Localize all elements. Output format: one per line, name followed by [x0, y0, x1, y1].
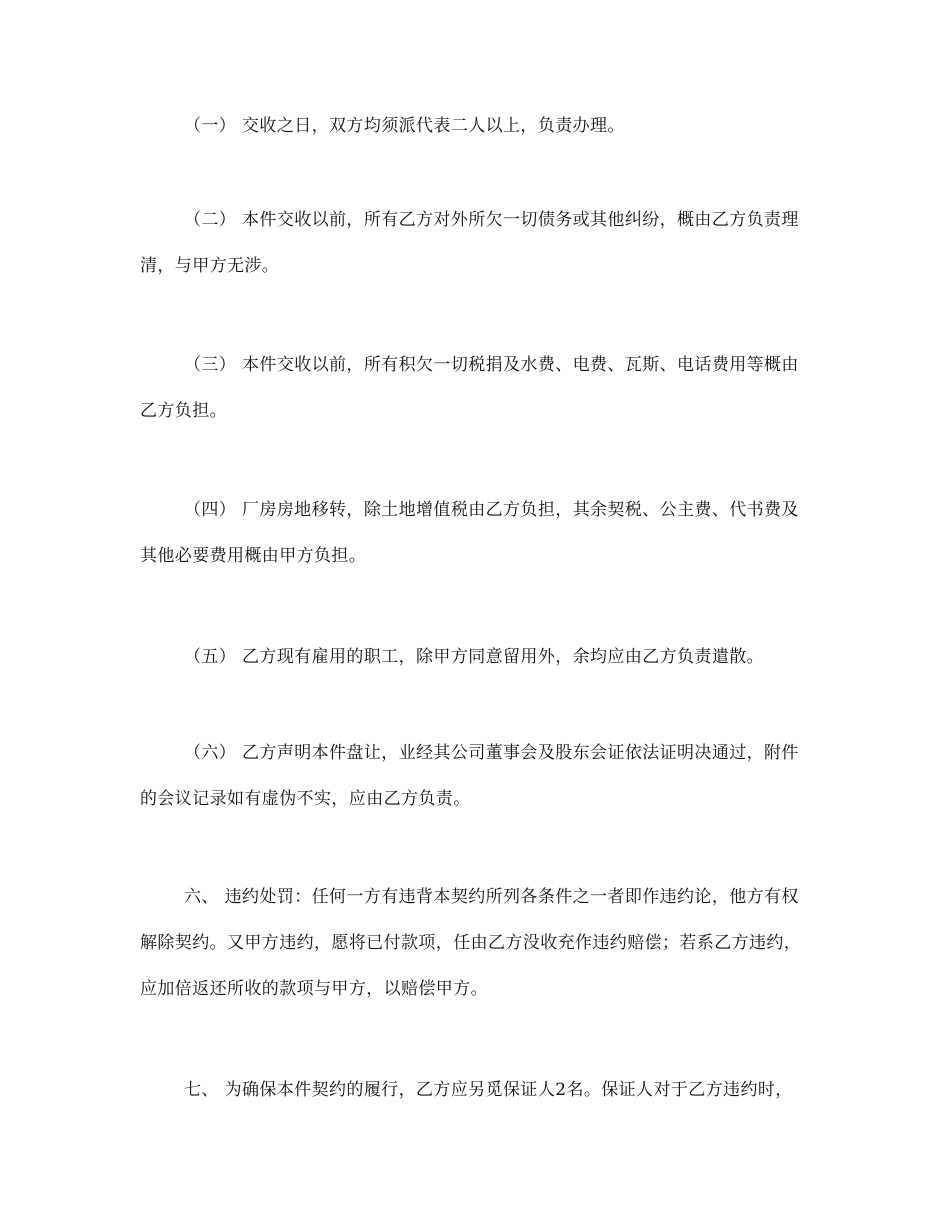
- clause-paragraph: [140, 103, 816, 149]
- clause-number: （二）: [184, 210, 237, 230]
- article-paragraph: [140, 1067, 816, 1113]
- clause-text: 本件交收以前，所有积欠一切税捐及水费、电费、瓦斯、电话费用等概由乙方负担。: [140, 355, 799, 421]
- clause-text: 厂房房地移转，除土地增值税由乙方负担，其余契税、公主费、代书费及其他必要费用概由甲方负担。: [140, 500, 799, 566]
- article-text: 为确保本件契约的履行，乙方应另觅保证人2名。保证人对于乙方违约时，: [224, 1080, 793, 1100]
- article-number: 六、: [184, 887, 219, 907]
- clause-text: 本件交收以前，所有乙方对外所欠一切债务或其他纠纷，概由乙方负责理清，与甲方无涉。: [140, 210, 799, 276]
- clause-number: （六）: [184, 743, 237, 763]
- clause-paragraph: [140, 197, 816, 289]
- article-number: 七、: [184, 1080, 219, 1100]
- clause-paragraph: [140, 487, 816, 579]
- clause-number: （五）: [184, 647, 237, 667]
- article-paragraph: [140, 874, 816, 1012]
- clause-paragraph: [140, 342, 816, 434]
- article-text: 违约处罚：任何一方有违背本契约所列各条件之一者即作违约论，他方有权解除契约。又甲方违约，愿将已付款项，任由乙方没收充作违约赔偿；若系乙方违约，应加倍返还所收的款项与甲方，以赔偿甲方。: [140, 887, 802, 999]
- clause-number: （四）: [184, 500, 237, 520]
- clause-paragraph: [140, 634, 816, 680]
- clause-text: 交收之日，双方均须派代表二人以上，负责办理。: [242, 116, 625, 136]
- clause-text: 乙方声明本件盘让，业经其公司董事会及股东会证依法证明决通过，附件的会议记录如有虚伪不实，应由乙方负责。: [140, 743, 799, 809]
- clause-paragraph: [140, 730, 816, 822]
- clause-number: （一）: [184, 116, 237, 136]
- clause-number: （三）: [184, 355, 237, 375]
- clause-text: 乙方现有雇用的职工，除甲方同意留用外，余均应由乙方负责遣散。: [242, 647, 765, 667]
